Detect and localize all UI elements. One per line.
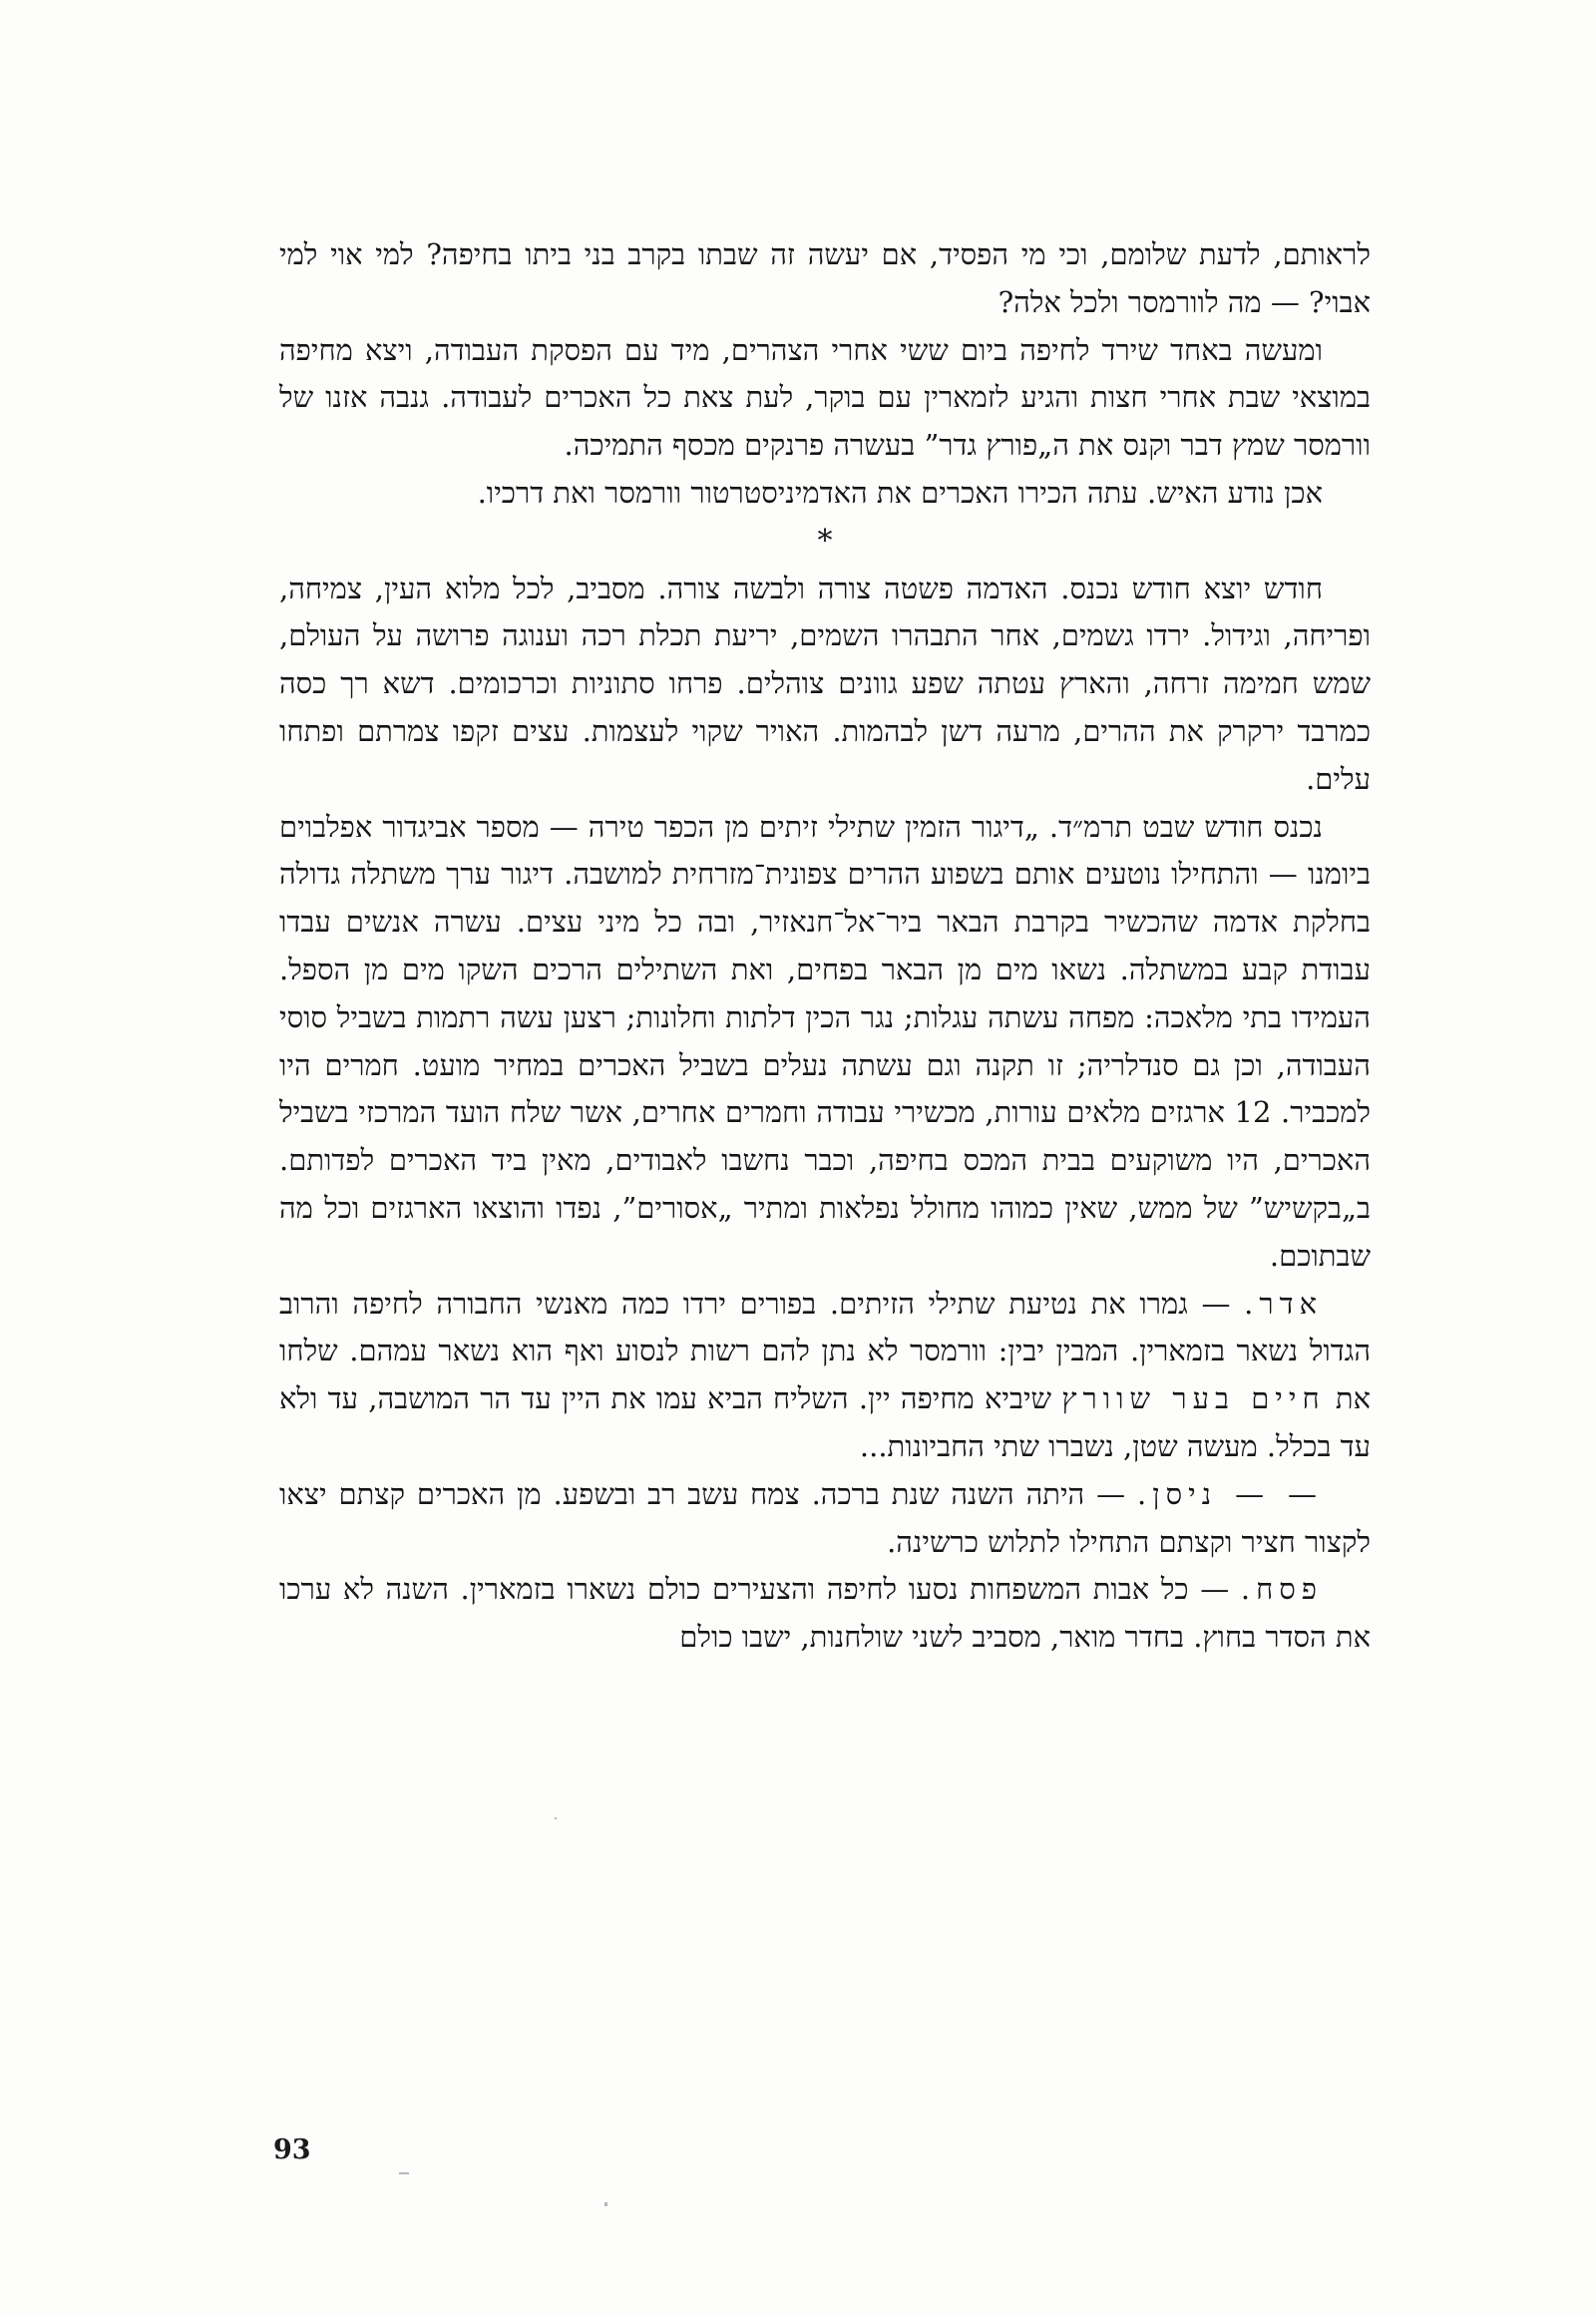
paragraph-6 bbox=[279, 1281, 1371, 1471]
paragraph-text: ומעשה באחד שירד לחיפה ביום ששי אחרי הצהרים, מיד עם הפסקת העבודה, ויצא מחיפה במוצאי שבת אחרי חצות והגיע לזמארין עם בוקר, לעת צאת כל האכרים לעבודה. גנבה אזנו של וורמסר שמץ דבר וקנס את ה„פורץ גדר” בעשרה פרנקים מכסף התמיכה. bbox=[279, 332, 1371, 463]
paragraph-2 bbox=[279, 327, 1371, 470]
paragraph-3 bbox=[279, 470, 1371, 518]
paragraph-text-tail: שיביא מחיפה יין. השליח הביא עמו את היין עד הר המושבה, עד ולא עד בכלל. מעשה שטן, נשברו שתי החביונות... bbox=[279, 1381, 1371, 1463]
paragraph-4 bbox=[279, 566, 1371, 804]
paragraph-text: — גמרו את נטיעת שתילי הזיתים. בפורים ירדו כמה מאנשי החבורה לחיפה והרוב הגדול נשאר בזמארין. המבין יבין: וורמסר לא נתן להם רשות לנסוע ואף הוא נשאר עמהם. שלחו את bbox=[279, 1286, 1372, 1416]
paragraph-1 bbox=[279, 231, 1371, 327]
paragraph-8 bbox=[279, 1566, 1371, 1662]
scan-speck bbox=[604, 2202, 607, 2206]
paragraph-7 bbox=[279, 1471, 1371, 1567]
month-heading: אדר. bbox=[1244, 1286, 1323, 1321]
spaced-name: חיים בער שוורץ bbox=[1061, 1381, 1326, 1416]
paragraph-text: חודש יוצא חודש נכנס. האדמה פשטה צורה ולבשה צורה. מסביב, לכל מלוא העין, צמיחה, ופריחה, וגידול. ירדו גשמים, אחר התבהרו השמים, יריעת תכלת רכה וענוגה פרושה על העולם, שמש חמימה זרחה, והארץ עטתה שפע גוונים צוהלים. פרחו סתוניות וכרכומים. דשא רך כסה כמרבד ירקרק את ההרים, מרעה דשן לבהמות. האויר שקוי לעצמות. עצים זקפו צמרתם ופתחו עלים. bbox=[279, 571, 1372, 796]
paragraph-text: אכן נודע האיש. עתה הכירו האכרים את האדמיניסטרטור וורמסר ואת דרכיו. bbox=[477, 475, 1323, 510]
paragraph-text: נכנס חודש שבט תרמ״ד. „דיגור הזמין שתילי זיתים מן הכפר טירה — מספר אביגדור אפלבוים ביומנו — והתחילו נוטעים אותם בשפוע ההרים צפונית־מזרחית למושבה. דיגור ערך משתלה גדולה בחלקת אדמה שהכשיר בקרבת הבאר ביר־אל־חנאזיר, ובה כל מיני עצים. עשרה אנשים עבדו עבודת קבע במשתלה. נשאו מים מן הבאר בפחים, ואת השתילים הרכים השקו מים מן הספל. העמידו בתי מלאכה: מפחה עשתה עגלות; נגר הכין דלתות וחלונות; רצען עשה רתמות בשביל סוסי העבודה, וכן גם סנדלריה; זו תקנה וגם עשתה נעלים בשביל האכרים במחיר מועט. חמרים היו למכביר. 12 ארגזים מלאים עורות, מכשירי עבודה וחמרים אחרים, אשר שלח הועד המרכזי בשביל האכרים, היו משוקעים בבית המכס בחיפה, וכבר נחשבו לאבודים, מאין ביד האכרים לפדותם. ב„בקשיש” של ממש, שאין כמוהו מחולל נפלאות ומתיר „אסורים”, נפדו והוצאו הארגזים וכל מה שבתוכם. bbox=[279, 809, 1372, 1273]
paragraph-5 bbox=[279, 804, 1371, 1281]
month-heading: — — ניסן. bbox=[1137, 1476, 1323, 1511]
paragraph-text: — כל אבות המשפחות נסעו לחיפה והצעירים כולם נשארו בזמארין. השנה לא ערכו את הסדר בחוץ. בחדר מואר, מסביב לשני שולחנות, ישבו כולם bbox=[279, 1572, 1371, 1655]
body-text bbox=[279, 231, 1371, 1662]
holiday-heading: פסח. bbox=[1240, 1572, 1323, 1607]
paragraph-text: — היתה השנה שנת ברכה. צמח עשב רב ובשפע. מן האכרים קצתם יצאו לקצור חציר וקצתם התחילו לתלוש כרשינה. bbox=[279, 1476, 1371, 1559]
scan-speck bbox=[555, 1817, 557, 1819]
page-number: 93 bbox=[273, 2134, 311, 2165]
section-separator: * bbox=[817, 523, 833, 559]
paragraph-text: לראותם, לדעת שלומם, וכי מי הפסיד, אם יעשה זה שבתו בקרב בני ביתו בחיפה? למי אוי למי אבוי? — מה לוורמסר ולכל אלה? bbox=[279, 237, 1371, 319]
scan-speck bbox=[399, 2172, 409, 2174]
